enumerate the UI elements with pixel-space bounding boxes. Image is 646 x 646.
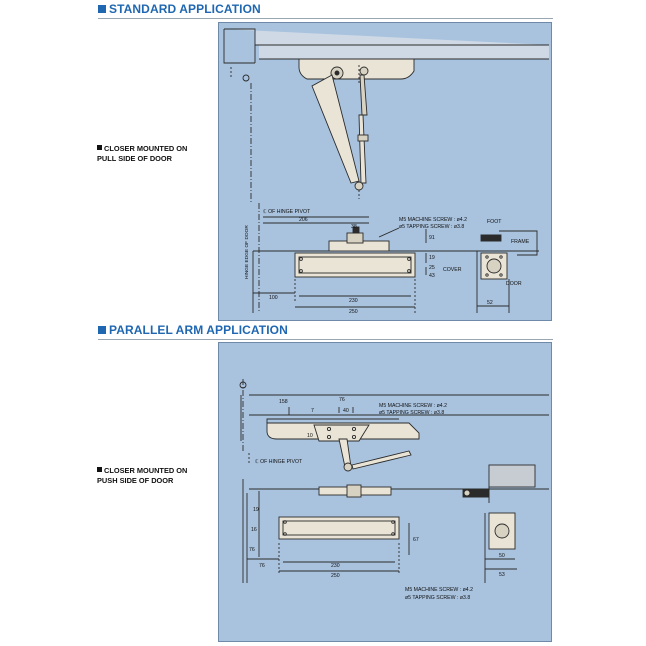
bullet-square-icon xyxy=(97,467,102,472)
parallel-arm-diagram xyxy=(219,343,551,641)
dim-50: 50 xyxy=(499,553,505,559)
standard-application-diagram xyxy=(219,23,551,320)
dim-250: 250 xyxy=(331,573,340,579)
dim-52: 52 xyxy=(487,300,493,306)
section-title-standard: STANDARD APPLICATION xyxy=(98,2,261,16)
frame-label: FRAME xyxy=(511,239,530,245)
dim-38: 38 xyxy=(351,224,357,230)
closer-body-top xyxy=(299,59,414,79)
frame-outline xyxy=(224,29,549,45)
dim-100: 100 xyxy=(269,295,278,301)
screw-label-1: M5 MACHINE SCREW : ø4.2 xyxy=(379,403,448,409)
diagram-panel-parallel xyxy=(218,342,552,642)
section-divider xyxy=(98,18,553,19)
section-title-parallel: PARALLEL ARM APPLICATION xyxy=(98,323,288,337)
dim-16: 16 xyxy=(251,527,257,533)
main-arm xyxy=(312,75,359,183)
hinge-edge-label: HINGE EDGE OF DOOR xyxy=(245,225,250,279)
dim-158: 158 xyxy=(279,399,288,405)
dim-206: 206 xyxy=(299,217,308,223)
hinge-pivot-label: ℂ OF HINGE PIVOT xyxy=(263,209,311,215)
foot-label: FOOT xyxy=(487,219,502,225)
dim-230: 230 xyxy=(349,298,358,304)
dim-19: 19 xyxy=(429,255,435,261)
screw-label-4: ø5 TAPPING SCREW : ø3.8 xyxy=(405,595,471,601)
section-divider xyxy=(98,339,553,340)
dim-76-c: 76 xyxy=(259,563,265,569)
side-label-parallel: CLOSER MOUNTED ON PUSH SIDE OF DOOR xyxy=(97,466,188,485)
side-label-standard: CLOSER MOUNTED ON PULL SIDE OF DOOR xyxy=(97,144,188,163)
screw-label-2: ø5 TAPPING SCREW : ø3.8 xyxy=(379,410,445,416)
dim-250: 250 xyxy=(349,309,358,315)
closer-body-front xyxy=(279,517,399,539)
dim-10: 10 xyxy=(307,433,313,439)
bullet-square-icon xyxy=(97,145,102,150)
dim-25: 25 xyxy=(429,265,435,271)
dim-19: 19 xyxy=(253,507,259,513)
dim-40: 40 xyxy=(343,408,349,414)
diagram-panel-standard xyxy=(218,22,552,321)
dim-43: 43 xyxy=(429,273,435,279)
screw-label-3: M5 MACHINE SCREW : ø4.2 xyxy=(405,587,474,593)
dim-76: 76 xyxy=(339,397,345,403)
bullet-square-icon xyxy=(98,5,106,13)
dim-91: 91 xyxy=(429,235,435,241)
dim-76-b: 76 xyxy=(249,547,255,553)
bullet-square-icon xyxy=(98,326,106,334)
screw-label-2: ø5 TAPPING SCREW : ø3.8 xyxy=(399,224,465,230)
dim-53: 53 xyxy=(499,572,505,578)
forearm xyxy=(359,115,366,183)
dim-7: 7 xyxy=(311,408,314,414)
door-label: DOOR xyxy=(506,281,522,287)
cover-label: COVER xyxy=(443,267,462,273)
screw-label-1: M5 MACHINE SCREW : ø4.2 xyxy=(399,217,468,223)
dim-67: 67 xyxy=(413,537,419,543)
dim-230: 230 xyxy=(331,563,340,569)
hinge-pivot-label: ℂ OF HINGE PIVOT xyxy=(255,459,303,465)
